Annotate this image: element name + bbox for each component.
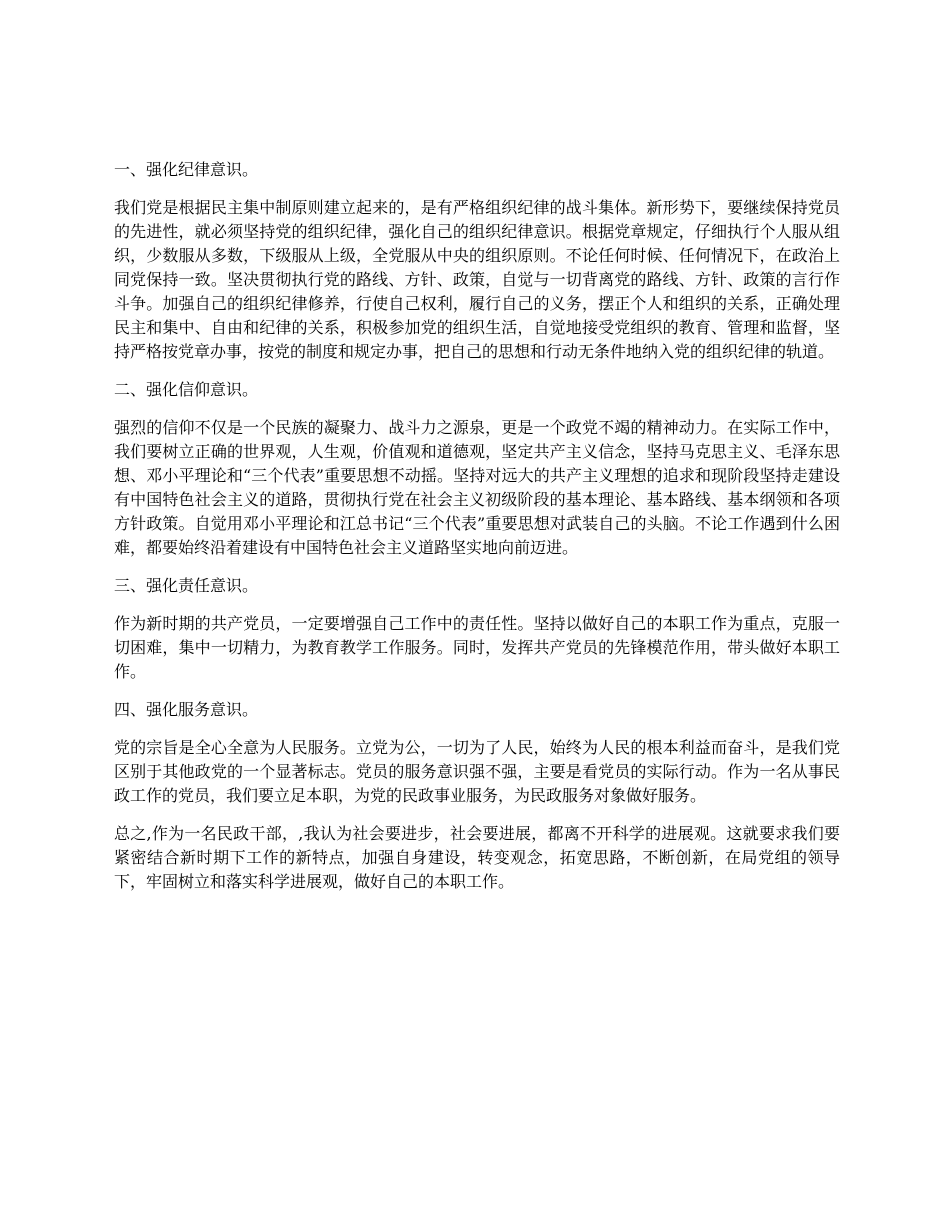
section-heading-discipline: 一、强化纪律意识。	[114, 160, 259, 179]
conclusion-paragraph: 总之,作为一名民政干部，,我认为社会要进步，社会要进展，都离不开科学的进展观。这就要求我们要紧密结合新时期下工作的新特点，加强自身建设，转变观念，拓宽思路，不断创新，在局党组的领导下，牢固树立和落实科学进展观，做好自己的本职工作。	[114, 824, 840, 891]
document-body	[114, 158, 840, 908]
section-heading-responsibility: 三、强化责任意识。	[114, 576, 259, 595]
section-body-discipline: 我们党是根据民主集中制原则建立起来的，是有严格组织纪律的战斗集体。新形势下，要继续保持党员的先进性，就必须坚持党的组织纪律，强化自己的组织纪律意识。根据党章规定，仔细执行个人服从组织，少数服从多数，下级服从上级，全党服从中央的组织原则。不论任何时候、任何情况下，在政治上同党保持一致。坚决贯彻执行党的路线、方针、政策，自觉与一切背离党的路线、方针、政策的言行作斗争。加强自己的组织纪律修养，行使自己权利，履行自己的义务，摆正个人和组织的关系，正确处理民主和集中、自由和纪律的关系，积极参加党的组织生活，自觉地接受党组织的教育、管理和监督，坚持严格按党章办事，按党的制度和规定办事，把自己的思想和行动无条件地纳入党的组织纪律的轨道。	[114, 198, 840, 361]
section-body-belief: 强烈的信仰不仅是一个民族的凝聚力、战斗力之源泉，更是一个政党不竭的精神动力。在实际工作中，我们要树立正确的世界观，人生观，价值观和道德观，坚定共产主义信念，坚持马克思主义、毛泽东思想、邓小平理论和“三个代表”重要思想不动摇。坚持对远大的共产主义理想的追求和现阶段坚持走建设有中国特色社会主义的道路，贯彻执行党在社会主义初级阶段的基本理论、基本路线、基本纲领和各项方针政策。自觉用邓小平理论和江总书记“三个代表”重要思想对武装自己的头脑。不论工作遇到什么困难，都要始终沿着建设有中国特色社会主义道路坚实地向前迈进。	[114, 418, 840, 557]
section-heading-belief: 二、强化信仰意识。	[114, 380, 259, 399]
section-body-service: 党的宗旨是全心全意为人民服务。立党为公，一切为了人民，始终为人民的根本利益而奋斗，是我们党区别于其他政党的一个显著标志。党员的服务意识强不强，主要是看党员的实际行动。作为一名从事民政工作的党员，我们要立足本职，为党的民政事业服务，为民政服务对象做好服务。	[114, 738, 840, 805]
section-body-responsibility: 作为新时期的共产党员，一定要增强自己工作中的责任性。坚持以做好自己的本职工作为重点，克服一切困难，集中一切精力，为教育教学工作服务。同时，发挥共产党员的先锋模范作用，带头做好本职工作。	[114, 614, 840, 681]
section-heading-service: 四、强化服务意识。	[114, 700, 259, 719]
